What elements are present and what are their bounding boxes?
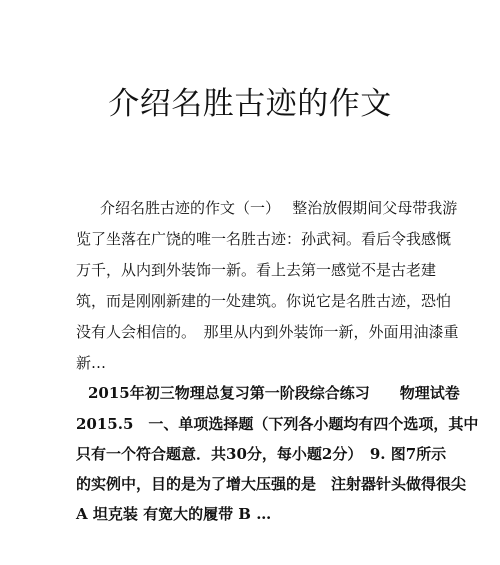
paragraph-2-line-3: 只有一个符合题意．共30分，每小题2分） 9. 图7所示 <box>76 445 447 463</box>
paragraph-2-line-1: 2015年初三物理总复习第一阶段综合练习 物理试卷 <box>88 384 460 402</box>
paragraph-1-line-3: 万千，从内到外装饰一新。看上去第一感觉不是古老建 <box>76 261 437 279</box>
paragraph-2-line-4: 的实例中，目的是为了增大压强的是 注射器针头做得很尖 <box>76 475 467 493</box>
paragraph-1-line-1: 介绍名胜古迹的作文（一） 整治放假期间父母带我游 <box>100 199 458 217</box>
paragraph-2-line-2: 2015.5 一、单项选择题（下列各小题均有四个选项，其中 <box>76 415 479 433</box>
document-title: 介绍名胜古迹的作文 <box>108 86 392 122</box>
paragraph-2-line-5: A 坦克装 有宽大的履带 B … <box>76 505 272 523</box>
paragraph-1-line-5: 没有人会相信的。 那里从内到外装饰一新，外面用油漆重 <box>76 323 459 341</box>
paragraph-1-line-2: 览了坐落在广饶的唯一名胜古迹：孙武祠。看后令我感慨 <box>76 230 452 248</box>
paragraph-1-line-4: 筑，而是刚刚新建的一处建筑。你说它是名胜古迹，恐怕 <box>76 292 452 310</box>
paragraph-1-line-6: 新… <box>76 354 107 372</box>
